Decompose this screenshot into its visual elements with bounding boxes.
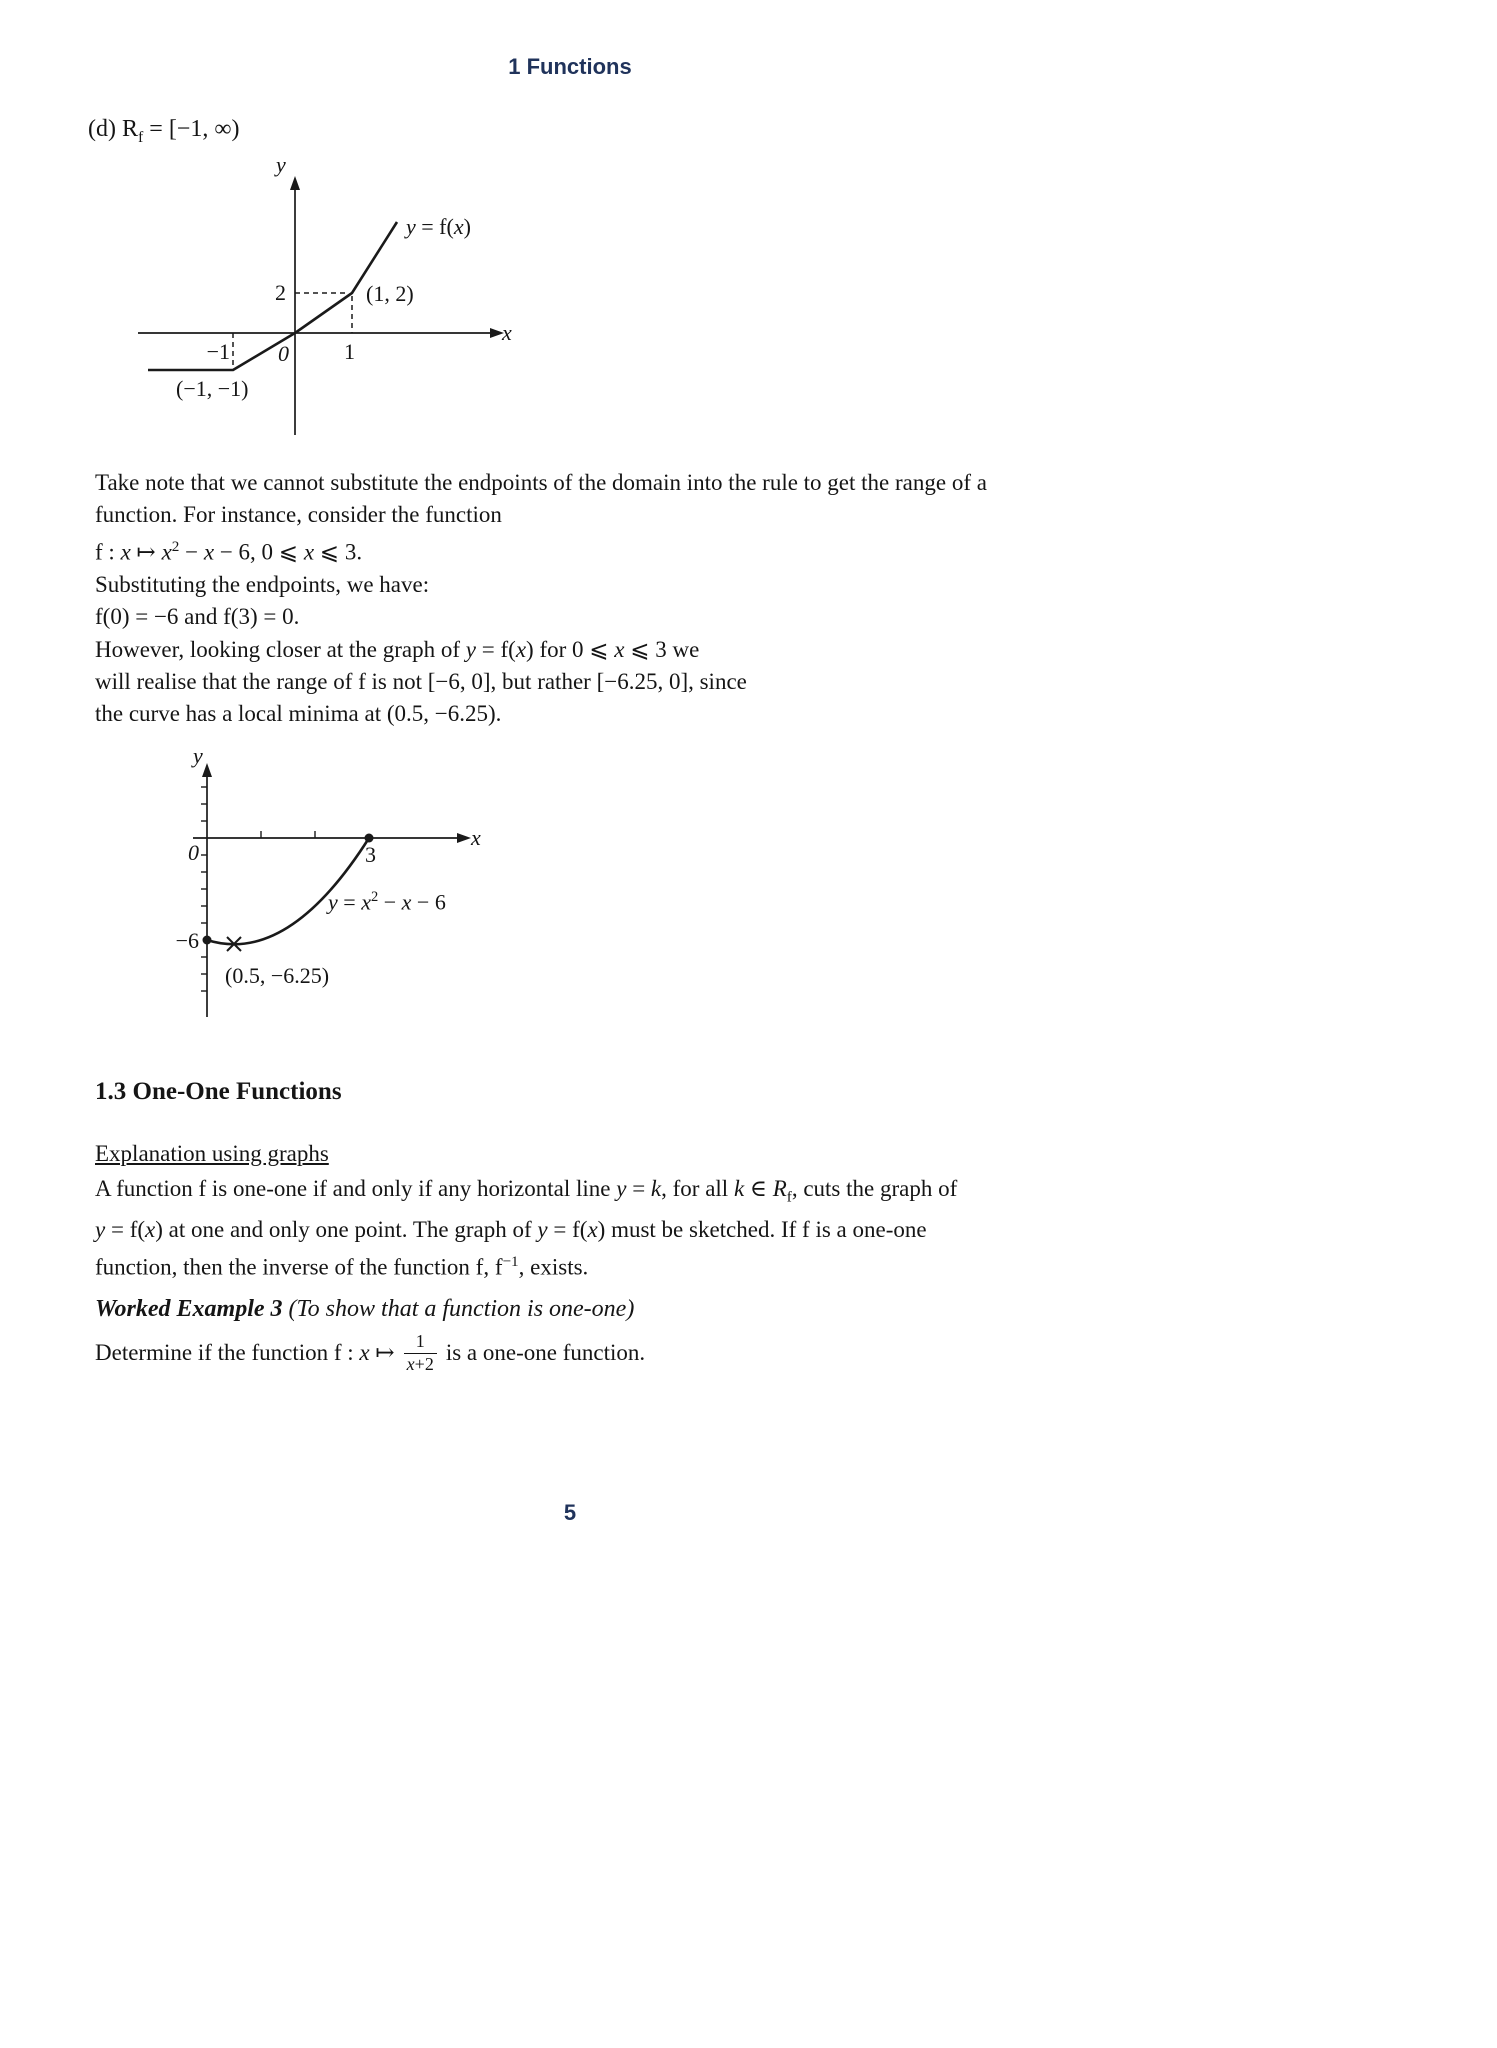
- paragraph-line: f(0) = −6 and f(3) = 0.: [95, 604, 300, 630]
- paragraph-line: Substituting the endpoints, we have:: [95, 572, 430, 598]
- x-axis-label: x: [471, 825, 481, 850]
- fraction-denominator: x+2: [404, 1353, 437, 1376]
- piecewise-graph-canvas: [120, 150, 520, 455]
- x-axis-arrow: [457, 833, 471, 843]
- question-suffix: is a one-one function.: [445, 1340, 646, 1365]
- paragraph-line: y = f(x) at one and only one point. The graph of y = f(x) must be sketched. If f is a one-one: [95, 1216, 927, 1242]
- paragraph-line: Take note that we cannot substitute the endpoints of the domain into the rule to get the range of a: [95, 470, 987, 495]
- paragraph-line: function, then the inverse of the function f, $f^{-1}$, exists.: [95, 1253, 589, 1280]
- parabola-graph: [165, 735, 510, 1045]
- endpoint-dot-0-neg6: [203, 936, 212, 945]
- y-tick-2-label: 2: [275, 280, 286, 305]
- paragraph-line: A function f is one-one if and only if any horizontal line y = k, for all k ∈ $R_f$, cuts the graph of: [95, 1176, 958, 1206]
- piecewise-function-graph: [120, 150, 520, 455]
- paragraph-line: function. For instance, consider the function: [95, 502, 502, 528]
- fraction-numerator: 1: [415, 1330, 425, 1351]
- part-d-range-label: (d) $R_f = [-1$, ∞): [88, 116, 240, 146]
- worked-example-subtitle: (To show that a function is one-one): [282, 1296, 635, 1322]
- x-tick-neg1-label: −1: [206, 339, 230, 364]
- axis-ticks: [201, 787, 315, 991]
- paragraph-line: will realise that the range of f is not [−6, 0], but rather [−6.25, 0], since: [95, 668, 747, 694]
- origin-label: 0: [278, 341, 289, 366]
- point-neg1-neg1-label: (−1, −1): [176, 376, 249, 401]
- section-title: 1.3 One-One Functions: [95, 1078, 342, 1105]
- y-axis-arrow: [290, 176, 300, 190]
- page-number: 5: [563, 1500, 577, 1525]
- worked-example-question: [95, 1322, 645, 1384]
- origin-label: 0: [188, 840, 199, 865]
- y-axis-arrow: [202, 763, 212, 777]
- worked-example-title: Worked Example 3: [95, 1296, 283, 1322]
- x-tick-3-label: 3: [365, 842, 376, 867]
- explanation-heading: Explanation using graphs: [95, 1141, 329, 1166]
- curve-equation-label: y = f(x): [406, 214, 471, 239]
- explanation-paragraph: [95, 1173, 1095, 1284]
- paragraph-line: However, looking closer at the graph of y = f(x) for 0 ⩽ x ⩽ 3 we: [95, 636, 700, 662]
- paragraph-line: the curve has a local minima at (0.5, −6.25).: [95, 701, 502, 727]
- minimum-point-label: (0.5, −6.25): [225, 963, 330, 988]
- y-tick-neg6-label: −6: [175, 928, 199, 953]
- paragraph-line: f : x ↦ $x^2 - x - 6$, 0 ⩽ x ⩽ 3.: [95, 538, 363, 566]
- x-tick-1-label: 1: [344, 339, 355, 364]
- page-header: 1 Functions: [508, 54, 632, 79]
- question-prefix: Determine if the function f : x ↦: [95, 1340, 395, 1365]
- point-1-2-label: (1, 2): [366, 281, 414, 306]
- note-paragraph: [95, 467, 1095, 730]
- curve-equation-label: $y = x^2 - x - 6$: [328, 889, 446, 915]
- y-axis-label: y: [193, 743, 203, 768]
- worked-example-heading: [95, 1296, 634, 1323]
- fraction: [404, 1331, 437, 1375]
- x-axis-label: x: [502, 320, 512, 345]
- y-axis-label: y: [276, 152, 286, 177]
